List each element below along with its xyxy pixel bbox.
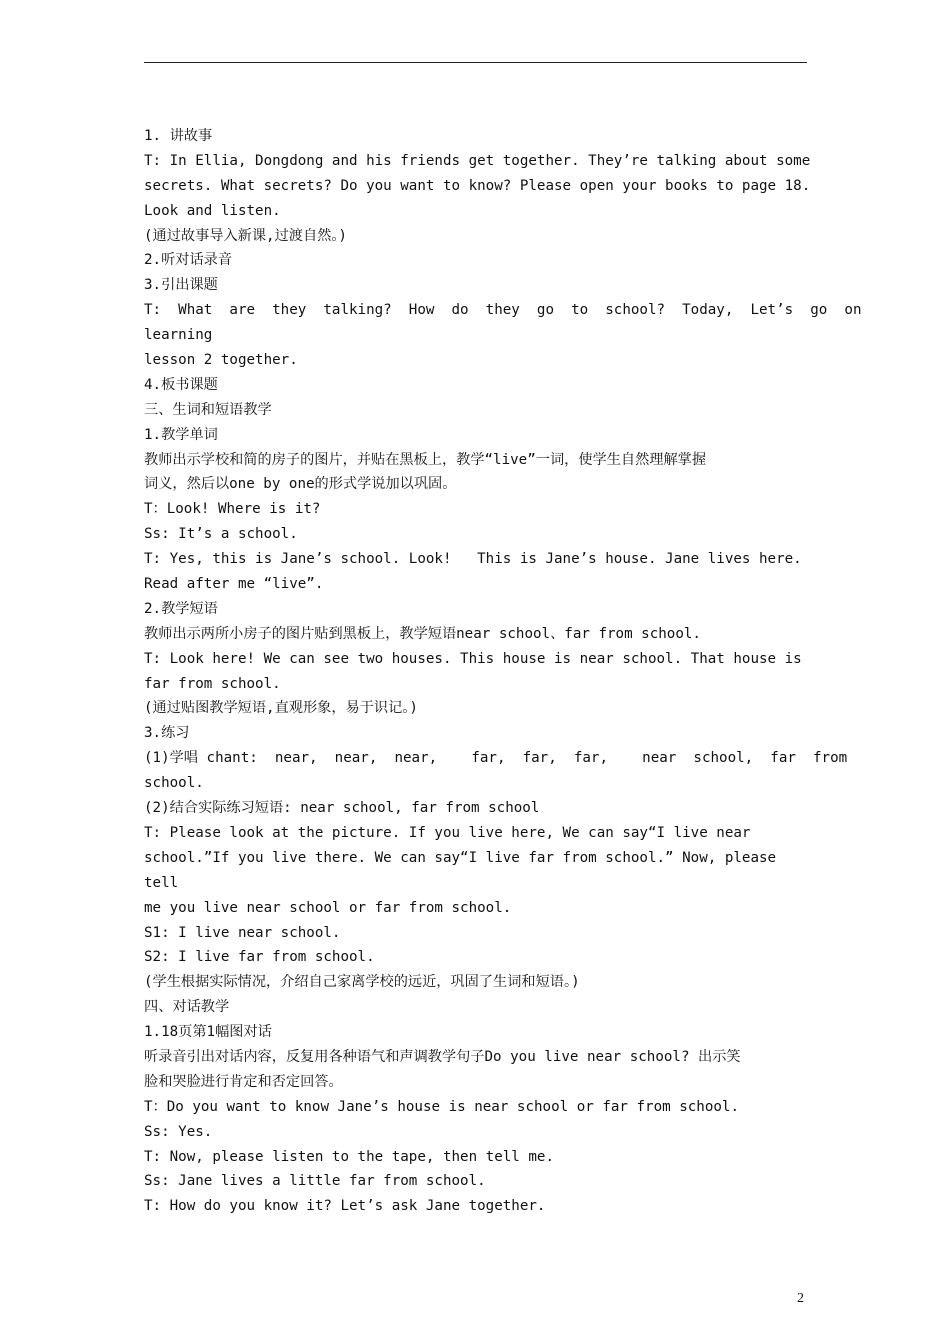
text-line: 四、对话教学 bbox=[144, 999, 230, 1016]
text-line: T: In Ellia, Dongdong and his friends get together. They’re talking about some bbox=[144, 152, 811, 169]
text-line: 2.教学短语 bbox=[144, 600, 218, 617]
text-line: Read after me “live”. bbox=[144, 576, 324, 593]
text-line: Look and listen. bbox=[144, 202, 281, 219]
page-number: 2 bbox=[797, 1291, 804, 1306]
text-line: me you live near school or far from school. bbox=[144, 899, 512, 916]
text-line: far from school. bbox=[144, 675, 281, 692]
text-line: Ss: Jane lives a little far from school. bbox=[144, 1173, 486, 1190]
text-line: (1)学唱 chant: near, near, near, far, far, far, near school, far from bbox=[144, 750, 848, 767]
text-line: 教师出示两所小房子的图片贴到黑板上，教学短语near school、far from school. bbox=[144, 625, 701, 642]
text-line: 教师出示学校和简的房子的图片，并贴在黑板上，教学“live”一词，使学生自然理解掌握 bbox=[144, 451, 707, 468]
text-line: 3.引出课题 bbox=[144, 277, 218, 294]
text-line: secrets. What secrets? Do you want to know? Please open your books to page 18. bbox=[144, 177, 811, 194]
text-line: (2)结合实际练习短语: near school, far from school bbox=[144, 800, 540, 817]
text-line: S2: I live far from school. bbox=[144, 949, 375, 966]
text-line: T: How do you know it? Let’s ask Jane together. bbox=[144, 1198, 546, 1215]
text-line: 1. 讲故事 bbox=[144, 128, 213, 144]
text-line: 1.教学单词 bbox=[144, 426, 218, 443]
text-line: 4.板书课题 bbox=[144, 376, 218, 393]
text-line: 词义，然后以one by one的形式学说加以巩固。 bbox=[144, 476, 457, 493]
text-line: tell bbox=[144, 874, 179, 891]
text-line: Ss: Yes. bbox=[144, 1123, 213, 1140]
text-line: 2.听对话录音 bbox=[144, 252, 233, 269]
text-line: T: Yes, this is Jane’s school. Look! This is Jane’s house. Jane lives here. bbox=[144, 551, 802, 568]
text-line: learning bbox=[144, 327, 213, 344]
text-line: T: Look here! We can see two houses. This house is near school. That house is bbox=[144, 650, 802, 667]
text-line: 3.练习 bbox=[144, 725, 190, 742]
text-line: T：Look! Where is it? bbox=[144, 501, 321, 518]
text-line: T: Please look at the picture. If you live here, We can say“I live near bbox=[144, 824, 751, 841]
text-line: 脸和哭脸进行肯定和否定回答。 bbox=[144, 1073, 343, 1090]
text-line: (通过贴图教学短语,直观形象，易于识记。) bbox=[144, 700, 418, 717]
header-rule bbox=[144, 62, 807, 63]
text-line: Ss: It’s a school. bbox=[144, 526, 298, 543]
text-line: (学生根据实际情况，介绍自己家离学校的远近，巩固了生词和短语。) bbox=[144, 974, 580, 991]
text-line: T: Now, please listen to the tape, then tell me. bbox=[144, 1148, 554, 1165]
text-line: T：Do you want to know Jane’s house is near school or far from school. bbox=[144, 1098, 740, 1115]
text-line: T: What are they talking? How do they go to school? Today, Let’s go on bbox=[144, 302, 862, 319]
text-line: school.”If you live there. We can say“I live far from school.” Now, please bbox=[144, 849, 777, 866]
text-line: 听录音引出对话内容，反复用各种语气和声调教学句子Do you live near school? 出示笑 bbox=[144, 1048, 741, 1065]
text-line: S1: I live near school. bbox=[144, 924, 341, 941]
text-line: 三、生词和短语教学 bbox=[144, 401, 272, 418]
text-line: school. bbox=[144, 775, 204, 792]
text-line: lesson 2 together. bbox=[144, 352, 298, 369]
document-body bbox=[144, 124, 862, 1219]
text-line: 1.18页第1幅图对话 bbox=[144, 1024, 272, 1041]
text-line: (通过故事导入新课,过渡自然。) bbox=[144, 227, 347, 244]
